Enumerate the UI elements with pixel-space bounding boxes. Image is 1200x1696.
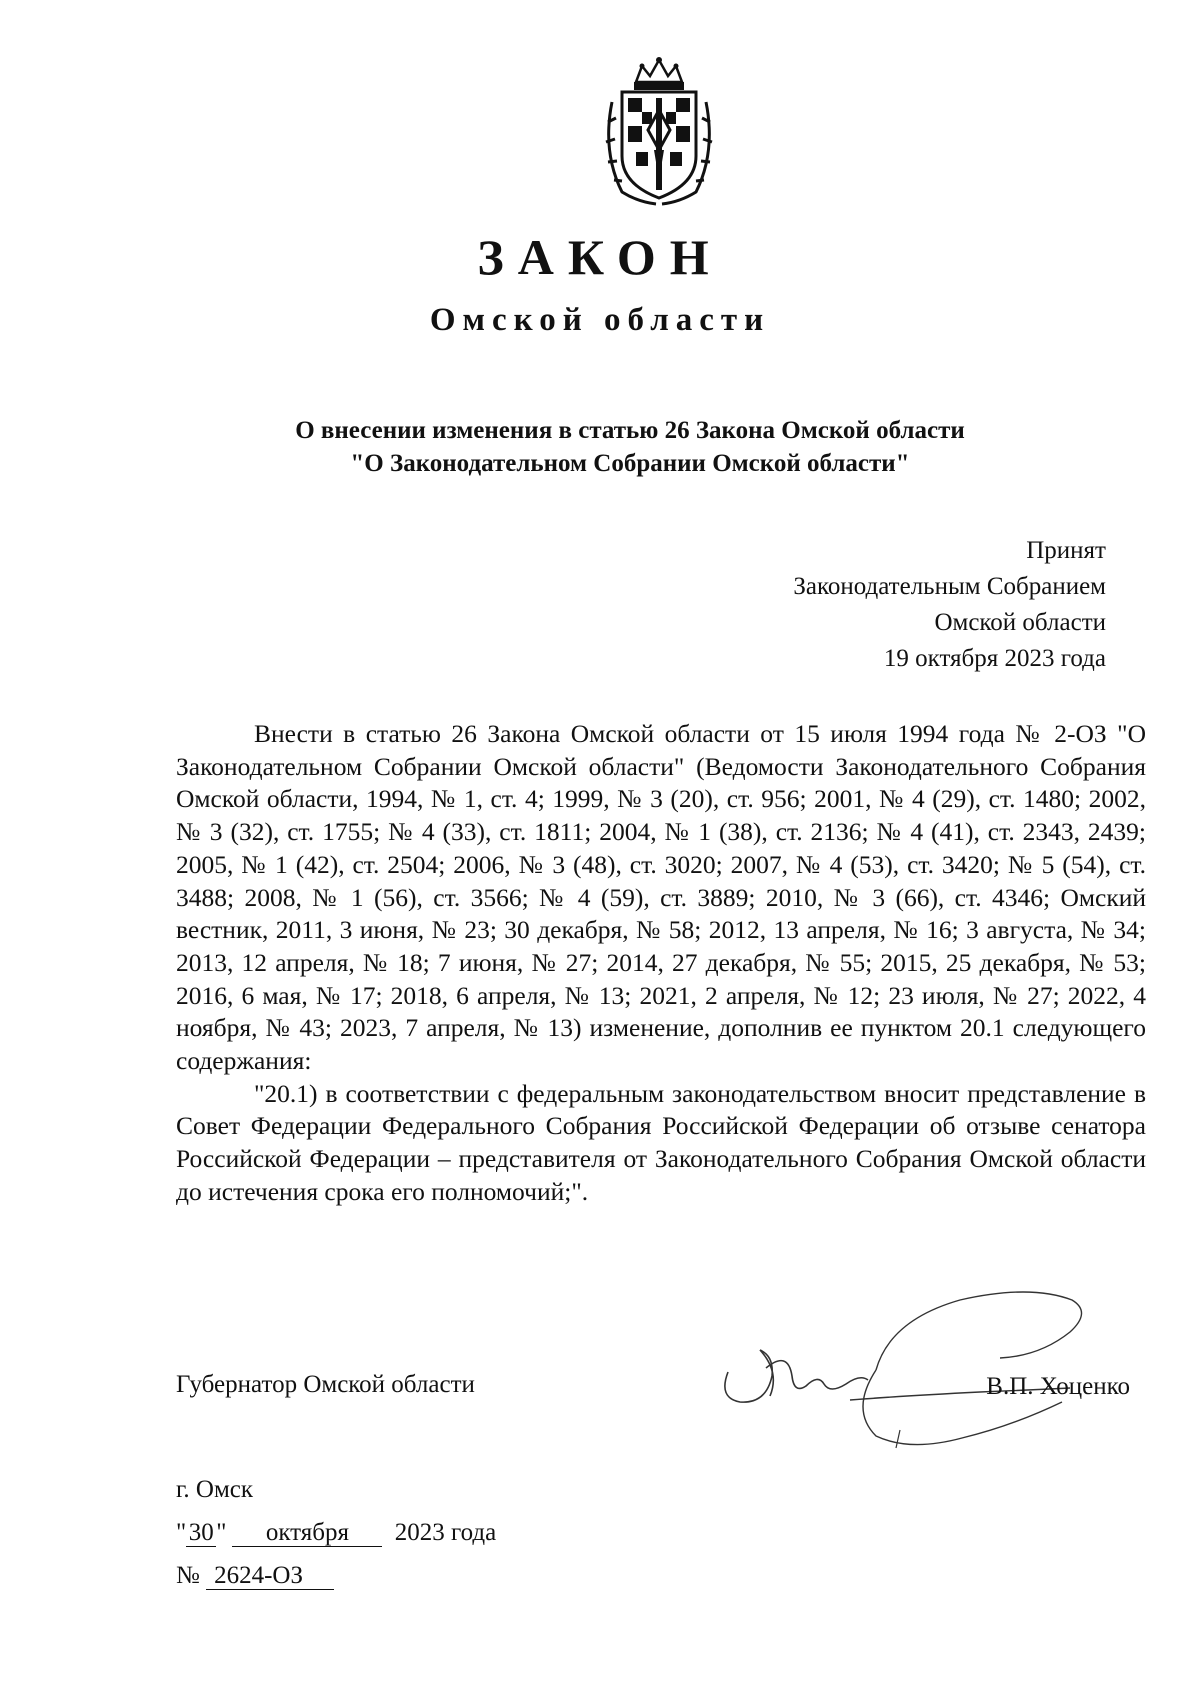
handwritten-signature-icon [700,1280,1090,1455]
signing-month: октября [232,1520,382,1547]
number-line [176,1554,496,1597]
quote-close: " [216,1519,227,1546]
quote-open: " [176,1519,187,1546]
adoption-date: 19 октября 2023 года [883,645,1106,672]
number-prefix: № [176,1562,200,1589]
signing-year: 2023 года [394,1519,497,1546]
adoption-line: Омской области [934,609,1106,636]
date-line [176,1511,496,1554]
adoption-line: Законодательным Собранием [793,573,1106,600]
signatory-position: Губернатор Омской области [176,1371,475,1398]
law-number: 2624-ОЗ [206,1563,334,1590]
adoption-block [793,533,1106,677]
signatory-name: В.П. Хоценко [986,1373,1130,1400]
coat-of-arms-icon [598,52,721,208]
signing-day: 30 [186,1520,216,1547]
body-paragraph-quote: "20.1) в соответствии с федеральным законодательством вносит представление в Совет Федерации Федерального Собрания Российской Федерации об отзыве сенатора Российской Федерации – представителя от Законодательного Собрания Омской области до истечения срока его полномочий;". [176,1078,1146,1206]
document-footer [176,1468,496,1597]
body-paragraph: Внести в статью 26 Закона Омской области от 15 июля 1994 года № 2-ОЗ "О Законодательном Собрании Омской области" (Ведомости Законодательного Собрания Омской области, 1994, № 1, ст. 4; 1999, № 3 (20), ст. 956; 2001, № 4 (29), ст. 1480; 2002, № 3 (32), ст. 1755; № 4 (33), ст. 1811; 2004, № 1 (38), ст. 2136; № 4 (41), ст. 2343, 2439; 2005, № 1 (42), ст. 2504; 2006, № 3 (48), ст. 3020; 2007, № 4 (53), ст. 3420; № 5 (54), ст. 3488; 2008, № 1 (56), ст. 3566; № 4 (59), ст. 3889; 2010, № 3 (66), ст. 4346; Омский вестник, 2011, 3 июня, № 23; 30 декабря, № 58; 2012, 13 апреля, № 16; 3 августа, № 34; 2013, 12 апреля, № 18; 7 июня, № 27; 2014, 27 декабря, № 55; 2015, 25 декабря, № 53; 2016, 6 мая, № 17; 2018, 6 апреля, № 13; 2021, 2 апреля, № 12; 23 июля, № 27; 2022, 4 ноября, № 43; 2023, 7 апреля, № 13) изменение, дополнив ее пунктом 20.1 следующего содержания: [176,719,1146,1076]
document-title: ЗАКОН [477,229,723,285]
law-heading-line: О внесении изменения в статью 26 Закона Омской области [295,417,965,444]
city-line: г. Омск [176,1476,254,1503]
law-body [176,718,1146,1209]
law-heading [200,414,1060,481]
document-subtitle: Омской области [429,302,771,338]
adoption-line: Принят [1026,537,1106,564]
law-heading-line: "О Законодательном Собрании Омской области" [350,450,910,478]
